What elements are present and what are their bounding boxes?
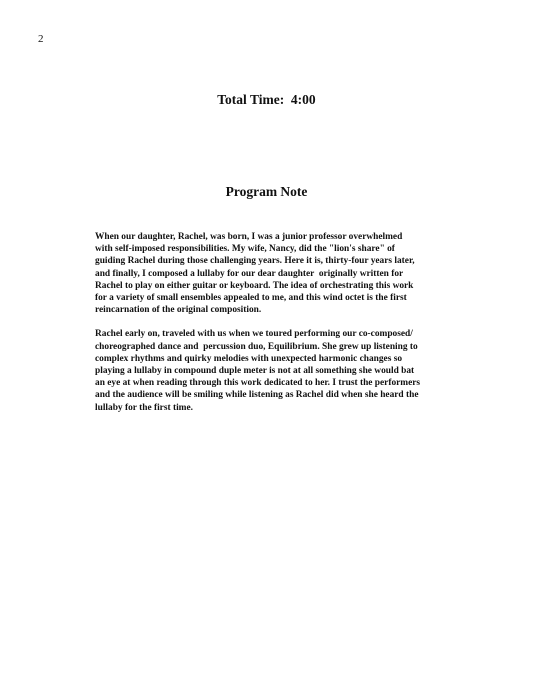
text-line: Rachel to play on either guitar or keyboard. The idea of orchestrating this work <box>95 280 414 291</box>
total-time-heading: Total Time: 4:00 <box>217 92 316 107</box>
program-note-title: Program Note <box>225 184 308 199</box>
text-line: and finally, I composed a lullaby for our dear daughter originally written for <box>95 268 404 279</box>
text-line: lullaby for the first time. <box>95 402 193 413</box>
paragraph-1 <box>95 231 465 316</box>
text-line: guiding Rachel during those challenging years. Here it is, thirty-four years later, <box>95 256 415 267</box>
text-line: with self-imposed responsibilities. My wife, Nancy, did the "lion's share" of <box>95 244 395 255</box>
text-line: When our daughter, Rachel, was born, I was a junior professor overwhelmed <box>95 232 403 242</box>
page-number: 2 <box>38 33 44 45</box>
text-line: complex rhythms and quirky melodies with unexpected harmonic changes so <box>95 353 403 364</box>
paragraph-2 <box>95 328 465 413</box>
program-note-body <box>95 231 465 426</box>
text-line: choreographed dance and percussion duo, Equilibrium. She grew up listening to <box>95 341 418 352</box>
text-line: for a variety of small ensembles appealed to me, and this wind octet is the first <box>95 293 407 304</box>
text-line: Rachel early on, traveled with us when we toured performing our co-composed/ <box>95 329 413 340</box>
text-line: an eye at when reading through this work dedicated to her. I trust the performers <box>95 378 421 389</box>
text-line: reincarnation of the original composition. <box>95 305 262 316</box>
text-line: playing a lullaby in compound duple meter is not at all something she would bat <box>95 366 415 377</box>
text-line: and the audience will be smiling while listening as Rachel did when she heard the <box>95 390 419 401</box>
